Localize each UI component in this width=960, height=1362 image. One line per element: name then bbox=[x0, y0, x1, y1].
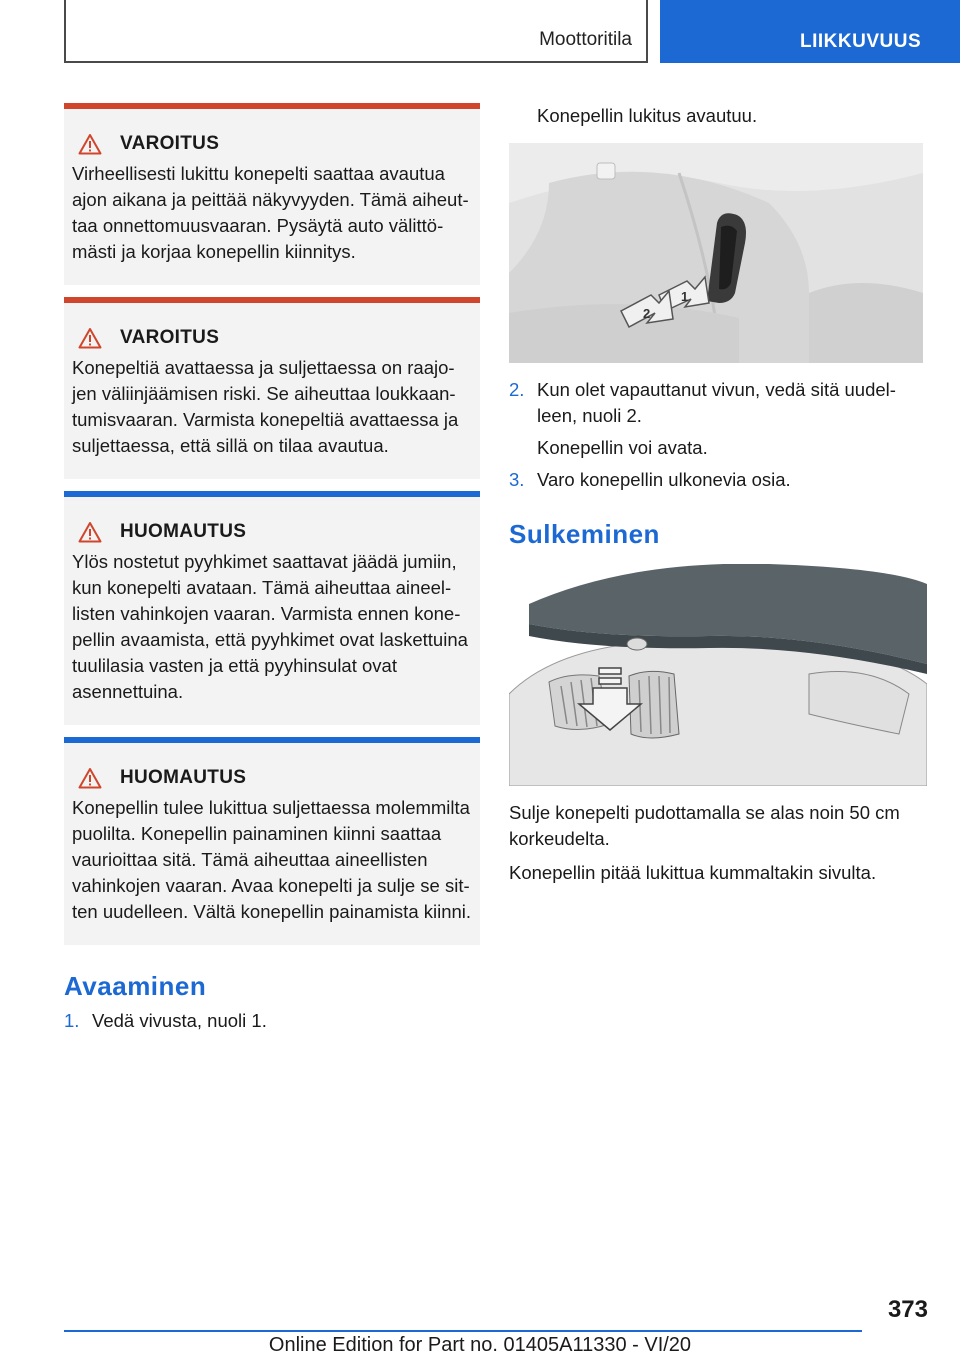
step-text: Vedä vivusta, nuoli 1. bbox=[92, 1010, 267, 1031]
warning-notice bbox=[64, 103, 480, 285]
left-column bbox=[64, 103, 480, 1034]
step-number: 3. bbox=[509, 469, 525, 490]
warning-triangle-icon bbox=[78, 767, 102, 789]
header-section-title: Moottoritila bbox=[539, 29, 632, 50]
caution-notice bbox=[64, 491, 480, 725]
notice-text: Ylös nostetut pyyhkimet saattavat jäädä jumiin, kun konepelti avataan. Tämä aiheuttaa aineellisten vahinkojen vaaran. Varmista ennen konepellin avaamista, että pyyhkimet ovat laskettuina tuulilasia vasten ja että pyyhinsulat ovat asennettuina. bbox=[72, 551, 468, 702]
step-item bbox=[509, 467, 929, 493]
warning-triangle-icon bbox=[78, 133, 102, 155]
step-number: 1. bbox=[64, 1010, 80, 1031]
hood-closing-figure bbox=[509, 564, 927, 786]
hood-release-lever-figure bbox=[509, 143, 923, 363]
step-text: Kun olet vapauttanut vivun, vedä sitä uudelleen, nuoli 2. bbox=[537, 379, 896, 426]
notice-text: Konepeltiä avattaessa ja suljettaessa on raajojen väliinjäämisen riski. Se aiheuttaa loukkaantumisvaaran. Varmista konepeltiä avattaessa ja suljettaessa, että sillä on tilaa avautua. bbox=[72, 357, 459, 456]
footer-edition: Online Edition for Part no. 01405A11330 - VI/20 bbox=[268, 1334, 692, 1356]
notice-label: HUOMAUTUS bbox=[120, 521, 247, 542]
page-number: 373 bbox=[887, 1296, 928, 1323]
section-heading-closing: Sulkeminen bbox=[509, 519, 660, 549]
header-section-box bbox=[64, 0, 648, 63]
notice-text: Virheellisesti lukittu konepelti saattaa avautua ajon aikana ja peittää näkyvyyden. Tämä aiheuttaa onnettomuusvaaran. Pysäytä auto välittömästi ja korjaa konepellin kiinnitys. bbox=[72, 163, 469, 262]
notice-label: VAROITUS bbox=[120, 133, 220, 154]
hood-closing-illustration bbox=[509, 564, 927, 786]
step-item bbox=[509, 377, 929, 429]
warning-triangle-icon bbox=[78, 327, 102, 349]
arrow-label: 2 bbox=[643, 306, 651, 321]
closing-note: Konepellin pitää lukittua kummaltakin sivulta. bbox=[509, 862, 877, 883]
step-number: 2. bbox=[509, 379, 525, 400]
step-text: Varo konepellin ulkonevia osia. bbox=[537, 469, 791, 490]
section-heading-opening: Avaaminen bbox=[64, 971, 207, 1001]
hood-release-lever-illustration bbox=[509, 143, 923, 363]
step-result: Konepellin voi avata. bbox=[537, 437, 708, 458]
notice-label: VAROITUS bbox=[120, 327, 220, 348]
warning-notice bbox=[64, 297, 480, 479]
warning-triangle-icon bbox=[78, 521, 102, 543]
caution-notice bbox=[64, 737, 480, 945]
header-chapter-tab bbox=[660, 0, 960, 63]
closing-instruction: Sulje konepelti pudottamalla se alas noin 50 cm korkeudelta. bbox=[509, 802, 900, 849]
notice-label: HUOMAUTUS bbox=[120, 767, 247, 788]
step-result: Konepellin lukitus avautuu. bbox=[537, 105, 758, 126]
notice-text: Konepellin tulee lukittua suljettaessa molemmilta puolilta. Konepellin painaminen kiinni saattaa vaurioittaa sitä. Tämä aiheuttaa aineellisten vahinkojen vaaran. Avaa konepelti ja sulje se sitten uudelleen. Vältä konepellin painamista kiinni. bbox=[72, 797, 472, 922]
right-column bbox=[509, 103, 929, 886]
step-item bbox=[64, 1008, 480, 1034]
header-chapter-title: LIIKKUVUUS bbox=[800, 31, 922, 52]
footer-divider bbox=[64, 1330, 862, 1332]
arrow-label: 1 bbox=[681, 289, 689, 304]
